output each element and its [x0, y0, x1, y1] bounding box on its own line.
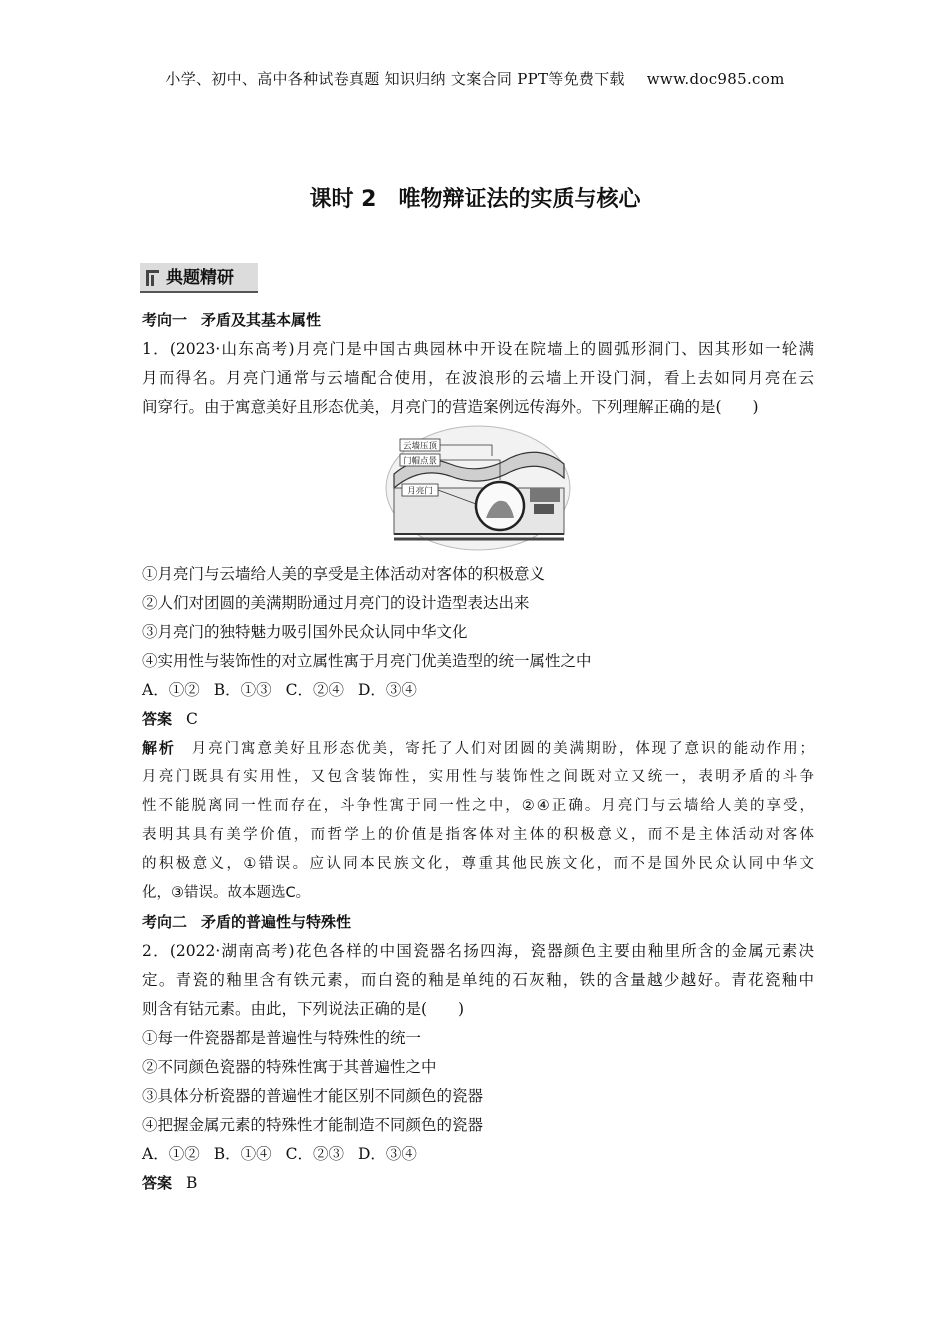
- q1-answer-value: C: [186, 710, 198, 728]
- figure-label-cloud-wall-top: 云墙压顶: [402, 441, 438, 452]
- q1-analysis-line: 化，③错误。故本题选C。: [142, 885, 311, 901]
- q2-statement: ②不同颜色瓷器的特殊性寓于其普遍性之中: [142, 1058, 437, 1076]
- q1-analysis-line: 性不能脱离同一性而存在，斗争性寓于同一性之中，②④正确。月亮门与云墙给人美的享受，: [142, 798, 814, 814]
- q1-options: [142, 676, 814, 705]
- q1-answer-label: 答案: [142, 710, 173, 728]
- section-tag: [140, 263, 258, 293]
- moon-gate-figure: [142, 422, 814, 560]
- q1-statement: ④实用性与装饰性的对立属性寓于月亮门优美造型的统一属性之中: [142, 652, 592, 670]
- q1-stem-line: 月而得名。月亮门通常与云墙配合使用，在波浪形的云墙上开设门洞，看上去如同月亮在云: [142, 369, 814, 387]
- direction-2-label: 考向二: [142, 913, 188, 931]
- page-header: [0, 68, 950, 89]
- header-url[interactable]: www.doc985.com: [646, 70, 785, 88]
- q2-statement: ①每一件瓷器都是普遍性与特殊性的统一: [142, 1029, 422, 1047]
- q1-option-a: A．①②: [142, 681, 200, 699]
- q1-analysis-text: 月亮门寓意美好且形态优美，寄托了人们对团圆的美满期盼，体现了意识的能动作用；: [189, 741, 814, 757]
- direction-2-topic: 矛盾的普遍性与特殊性: [201, 913, 352, 931]
- q1-stem-line: 间穿行。由于寓意美好且形态优美，月亮门的营造案例远传海外。下列理解正确的是( ): [142, 398, 759, 416]
- page-title: [0, 182, 950, 213]
- q2-statement: ④把握金属元素的特殊性才能制造不同颜色的瓷器: [142, 1116, 484, 1134]
- q1-analysis-label: 解析: [142, 739, 176, 757]
- q2-stem-line: 定。青瓷的釉里含有铁元素，而白瓷的釉是单纯的石灰釉，铁的含量越少越好。青花瓷釉中: [142, 971, 814, 989]
- lesson-topic: 唯物辩证法的实质与核心: [398, 187, 641, 212]
- q1-statement: ③月亮门的独特魅力吸引国外民众认同中华文化: [142, 623, 468, 641]
- q2-stem-line: 2．(2022·湖南高考)花色各样的中国瓷器名扬四海，瓷器颜色主要由釉里所含的金属元素决: [142, 942, 814, 960]
- q1-analysis-line: [142, 734, 814, 763]
- q2-answer: [142, 1169, 814, 1198]
- section-bar-icon: [146, 270, 159, 286]
- q1-option-c: C．②④: [285, 681, 344, 699]
- figure-label-gate-cap: 门帽点景: [402, 456, 438, 467]
- q2-answer-label: 答案: [142, 1174, 173, 1192]
- direction-1-heading: [142, 306, 814, 335]
- q1-analysis-line: 表明其具有美学价值，而哲学上的价值是指客体对主体的积极意义，而不是主体活动对客体: [142, 827, 814, 843]
- q1-statement: ①月亮门与云墙给人美的享受是主体活动对客体的积极意义: [142, 565, 546, 583]
- q2-stem-line: 则含有钴元素。由此，下列说法正确的是( ): [142, 1000, 465, 1018]
- q2-option-c: C．②③: [285, 1145, 344, 1163]
- q1-option-b: B．①③: [213, 681, 272, 699]
- q1-option-d: D．③④: [357, 681, 417, 699]
- q2-statement: ③具体分析瓷器的普遍性才能区别不同颜色的瓷器: [142, 1087, 484, 1105]
- moon-gate-diagram: [380, 422, 576, 556]
- q1-answer: [142, 705, 814, 734]
- direction-1-label: 考向一: [142, 311, 188, 329]
- q2-option-d: D．③④: [357, 1145, 417, 1163]
- q2-answer-value: B: [186, 1174, 198, 1192]
- lesson-number: 课时 2: [309, 187, 377, 212]
- main-content: [142, 306, 814, 1198]
- q1-analysis-line: 的积极意义，①错误。应认同本民族文化，尊重其他民族文化，而不是国外民众认同中华文: [142, 856, 814, 872]
- q1-analysis-line: 月亮门既具有实用性，又包含装饰性，实用性与装饰性之间既对立又统一，表明矛盾的斗争: [142, 769, 814, 785]
- q1-stem-line: 1．(2023·山东高考)月亮门是中国古典园林中开设在院墙上的圆弧形洞门、因其形如一轮满: [142, 340, 814, 358]
- direction-1-topic: 矛盾及其基本属性: [201, 311, 322, 329]
- figure-label-moon-gate: 月亮门: [407, 486, 433, 497]
- section-tag-label: 典题精研: [166, 268, 234, 288]
- q2-options: [142, 1140, 814, 1169]
- header-tagline: 小学、初中、高中各种试卷真题 知识归纳 文案合同 PPT等免费下载: [165, 70, 625, 88]
- q1-statement: ②人们对团圆的美满期盼通过月亮门的设计造型表达出来: [142, 594, 530, 612]
- direction-2-heading: [142, 908, 814, 937]
- q2-option-a: A．①②: [142, 1145, 200, 1163]
- q2-option-b: B．①④: [213, 1145, 272, 1163]
